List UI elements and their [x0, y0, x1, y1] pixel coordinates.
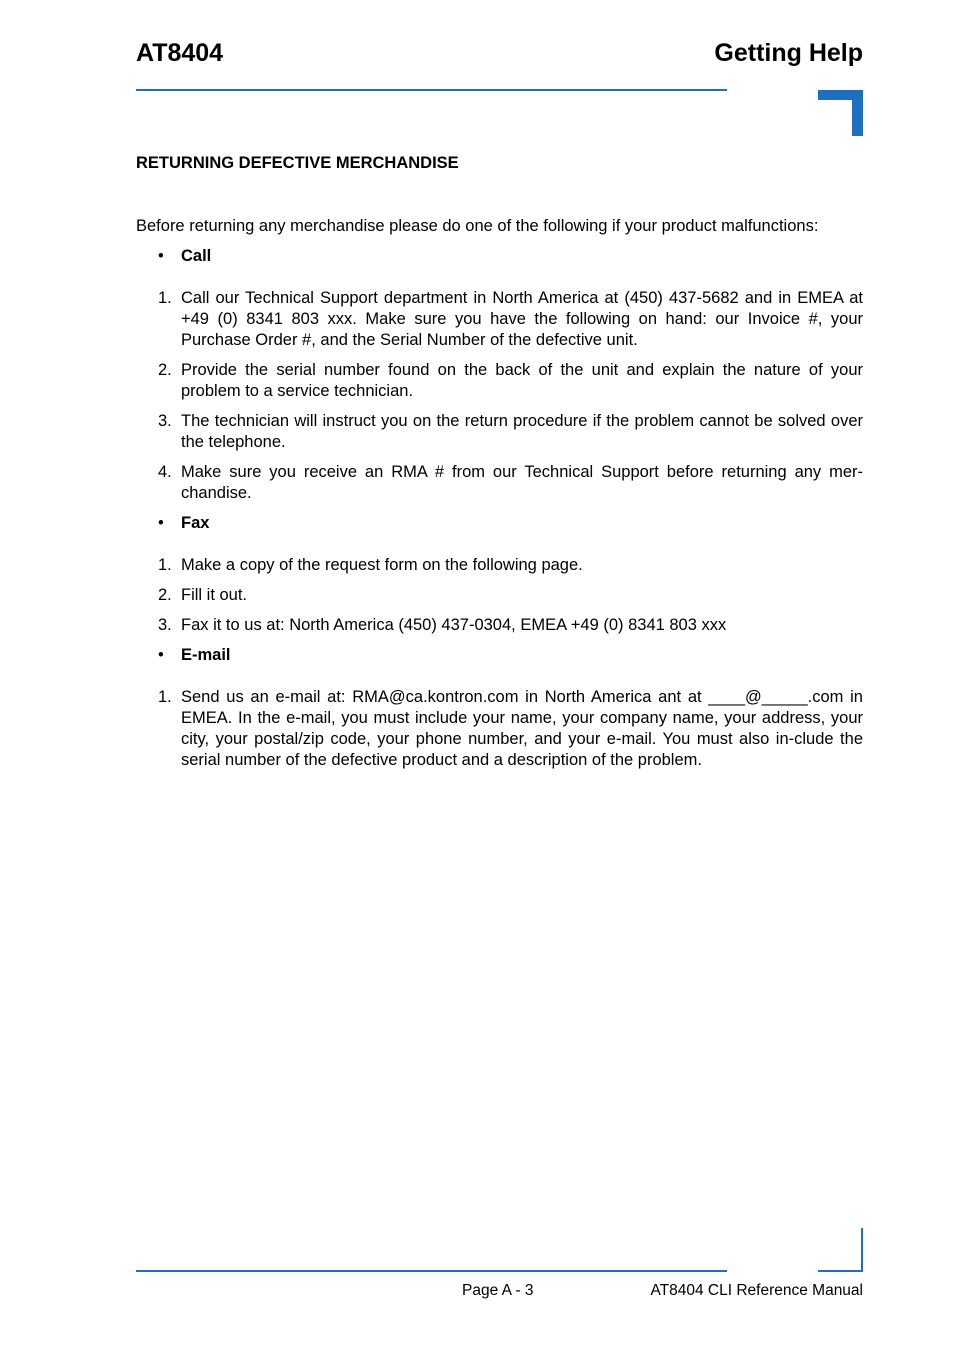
manual-title: AT8404 CLI Reference Manual — [650, 1282, 863, 1299]
list-item: 3. Fax it to us at: North America (450) 437-0304, EMEA +49 (0) 8341 803 xxx — [158, 616, 727, 634]
page-number: Page A - 3 — [462, 1282, 534, 1299]
bullet-icon: • — [158, 514, 164, 532]
list-item: 4. Make sure you receive an RMA # from our Technical Support before returning any mer-chandise. — [158, 463, 863, 502]
header-rule — [136, 89, 727, 91]
list-item: 1. Send us an e-mail at: RMA@ca.kontron.com in North America ant at ____@_____.com in EMEA. In the e-mail, you must include your name, your company name, your address, your city, your postal/zip code, your phone number, and your e-mail. You must also in-clude the serial number of the defective product and a description of the problem. — [158, 688, 863, 769]
bullet-email: • E-mail — [158, 646, 231, 664]
list-item: 1. Call our Technical Support department in North America at (450) 437-5682 and in EMEA at +49 (0) 8341 803 xxx. Make sure you have the following on hand: our Invoice #, your Purchase Order #, and the Serial Number of the defective unit. — [158, 289, 863, 349]
chapter-title: Getting Help — [714, 39, 863, 67]
intro-paragraph: Before returning any merchandise please do one of the following if your product malfunctions: — [136, 217, 819, 235]
bullet-fax: • Fax — [158, 514, 210, 532]
email-steps — [136, 687, 863, 771]
fax-steps — [136, 555, 863, 636]
bullet-call: • Call — [158, 247, 212, 265]
list-item: 3. The technician will instruct you on the return procedure if the problem cannot be solved over the telephone. — [158, 412, 863, 451]
header-corner-mark — [818, 90, 863, 136]
section-title: RETURNING DEFECTIVE MERCHANDISE — [136, 154, 459, 172]
footer-corner-mark — [861, 1228, 863, 1272]
document-title: AT8404 — [136, 39, 224, 67]
bullet-icon: • — [158, 646, 164, 664]
footer-corner-base — [818, 1270, 863, 1272]
bullet-icon: • — [158, 247, 164, 265]
list-item: 2. Fill it out. — [158, 586, 248, 604]
list-item: 2. Provide the serial number found on the back of the unit and explain the nature of your problem to a service technician. — [158, 361, 863, 400]
footer-rule — [136, 1270, 727, 1272]
call-steps — [136, 288, 863, 504]
section-body — [136, 216, 863, 780]
list-item: 1. Make a copy of the request form on the following page. — [158, 556, 583, 574]
